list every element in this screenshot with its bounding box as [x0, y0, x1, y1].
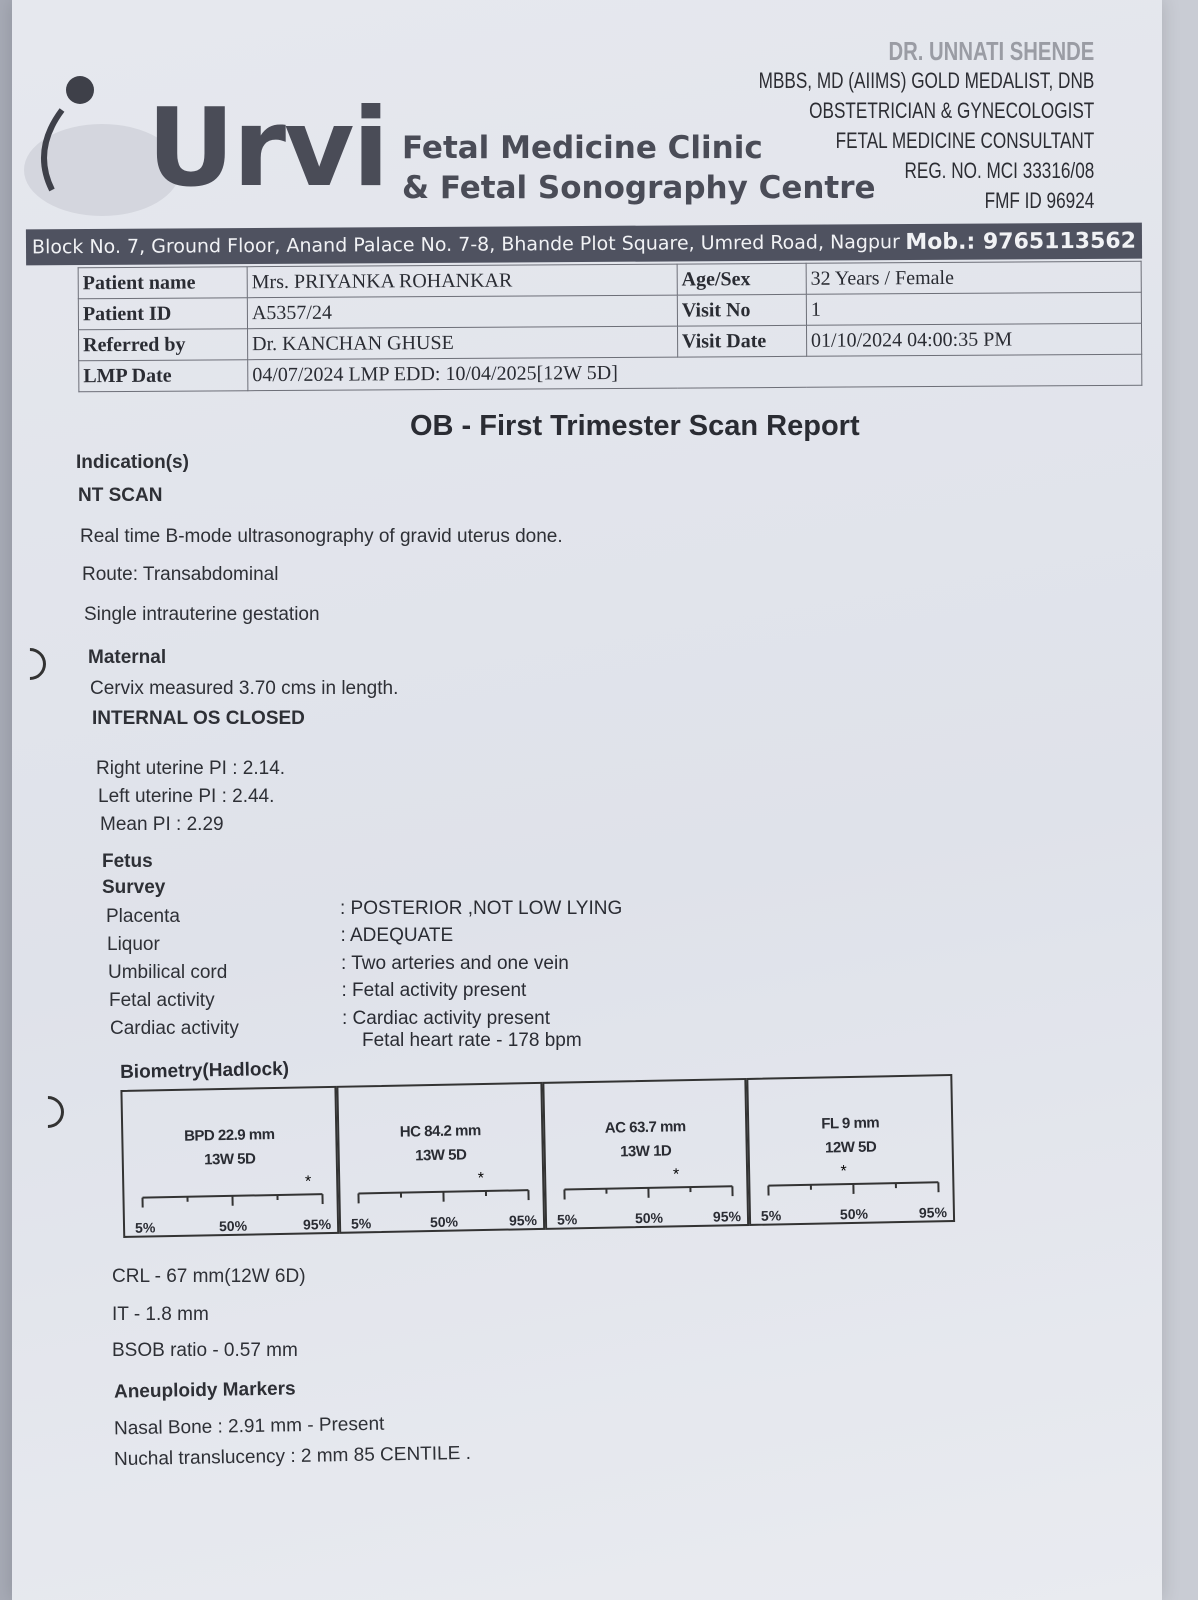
- internal-os: INTERNAL OS CLOSED: [92, 708, 305, 729]
- centile-label: 5%: [760, 1207, 782, 1224]
- centile-marker: *: [672, 1166, 680, 1184]
- visit-no-label: Visit No: [677, 294, 806, 326]
- patient-name-label: Patient name: [78, 267, 247, 299]
- clinic-address: Block No. 7, Ground Floor, Anand Palace No. 7-8, Bhande Plot Square, Umred Road, Nagpur: [31, 231, 900, 259]
- indication-heading: Indication(s): [76, 452, 189, 473]
- doctor-role-2: FETAL MEDICINE CONSULTANT: [835, 128, 1094, 153]
- report-page: [12, 0, 1162, 1600]
- clinic-mobile: Mob.: 9765113562: [905, 228, 1137, 255]
- centile-label: 5%: [350, 1215, 372, 1232]
- centile-label: 50%: [218, 1217, 248, 1235]
- survey-label: Placenta: [106, 906, 180, 927]
- survey-heading: Survey: [102, 877, 166, 898]
- doctor-name: DR. UNNATI SHENDE: [888, 36, 1094, 66]
- aneuploidy-heading: Aneuploidy Markers: [113, 1378, 296, 1403]
- clinic-line-2: & Fetal Sonography Centre: [402, 170, 876, 206]
- cervix-length: Cervix measured 3.70 cms in length.: [90, 678, 399, 699]
- visit-date: 01/10/2024 04:00:35 PM: [806, 323, 1141, 356]
- centile-scale: [750, 1162, 957, 1196]
- centile-label: 5%: [556, 1211, 578, 1228]
- mean-pi: Mean PI : 2.29: [100, 814, 224, 835]
- crl: CRL - 67 mm(12W 6D): [112, 1266, 306, 1287]
- biometry-measure: [123, 1122, 336, 1174]
- biometry-chart: [120, 1052, 953, 1248]
- address-bar: [26, 223, 1142, 266]
- nuchal-translucency: Nuchal translucency : 2 mm 85 CENTILE .: [113, 1442, 472, 1471]
- survey-label: Cardiac activity: [110, 1018, 239, 1039]
- clinic-line-1: Fetal Medicine Clinic: [402, 130, 763, 166]
- survey-label: Liquor: [107, 934, 160, 955]
- logo-text: Urvi: [147, 86, 388, 211]
- doctor-role-1: OBSTETRICIAN & GYNECOLOGIST: [808, 98, 1094, 123]
- centile-label: 95%: [918, 1204, 948, 1221]
- table-row: [79, 354, 1142, 391]
- doctor-reg: REG. NO. MCI 33316/08: [904, 158, 1094, 183]
- lmp-value: 04/07/2024 LMP EDD: 10/04/2025[12W 5D]: [248, 354, 1142, 390]
- age-label: Age/Sex: [677, 263, 806, 295]
- fetus-heading: Fetus: [102, 851, 153, 872]
- centile-label: 50%: [839, 1205, 869, 1223]
- biometry-heading: Biometry(Hadlock): [119, 1058, 290, 1083]
- biometry-value: HC 84.2 mm: [399, 1122, 481, 1141]
- visit-date-label: Visit Date: [677, 325, 806, 357]
- survey-label: Fetal activity: [109, 990, 215, 1011]
- survey-value: : POSTERIOR ,NOT LOW LYING: [340, 898, 623, 919]
- maternal-heading: Maternal: [88, 647, 167, 668]
- centile-label: 50%: [429, 1213, 459, 1231]
- centile-label: 95%: [508, 1212, 538, 1229]
- biometry-measure: [339, 1118, 542, 1170]
- fetal-heart-rate: Fetal heart rate - 178 bpm: [362, 1030, 582, 1051]
- centile-scale: [546, 1166, 751, 1200]
- biometry-cell: [746, 1074, 955, 1226]
- referred-by-label: Referred by: [79, 329, 248, 361]
- centile-scale: [124, 1174, 341, 1208]
- route: Route: Transabdominal: [82, 564, 279, 585]
- biometry-measure: [545, 1114, 746, 1166]
- it: IT - 1.8 mm: [112, 1304, 209, 1325]
- biometry-ga: 13W 5D: [414, 1146, 467, 1165]
- biometry-value: FL 9 mm: [821, 1114, 880, 1133]
- report-title: OB - First Trimester Scan Report: [410, 410, 860, 442]
- punch-hole-icon: [25, 1089, 70, 1134]
- centile-scale: [340, 1170, 547, 1204]
- visit-no: 1: [806, 292, 1141, 325]
- biometry-value: BPD 22.9 mm: [183, 1126, 275, 1145]
- biometry-ga: 13W 1D: [619, 1142, 672, 1161]
- centile-label: 95%: [712, 1208, 742, 1225]
- referred-by: Dr. KANCHAN GHUSE: [248, 326, 678, 360]
- patient-name: Mrs. PRIYANKA ROHANKAR: [247, 264, 677, 298]
- bsob-ratio: BSOB ratio - 0.57 mm: [112, 1340, 298, 1361]
- biometry-cell: [120, 1086, 339, 1238]
- centile-label: 5%: [134, 1219, 156, 1236]
- page-edge: [0, 0, 12, 1600]
- biometry-ga: 13W 5D: [204, 1150, 256, 1169]
- survey-value: : Cardiac activity present: [342, 1007, 551, 1029]
- doctor-details: [758, 36, 1094, 216]
- doctor-degree: MBBS, MD (AIIMS) GOLD MEDALIST, DNB: [758, 68, 1094, 93]
- survey-value: : ADEQUATE: [340, 925, 454, 947]
- patient-id-label: Patient ID: [78, 298, 247, 330]
- doctor-fmf: FMF ID 96924: [984, 188, 1094, 213]
- survey-value: : Two arteries and one vein: [341, 952, 569, 974]
- right-uterine-pi: Right uterine PI : 2.14.: [96, 758, 286, 779]
- patient-info-table: [78, 261, 1143, 392]
- centile-marker: *: [840, 1163, 847, 1181]
- scan-method: Real time B-mode ultrasonography of gravid uterus done.: [80, 526, 563, 547]
- gestation: Single intrauterine gestation: [84, 604, 320, 625]
- biometry-cell: [542, 1078, 749, 1230]
- punch-hole-icon: [7, 641, 52, 686]
- survey-label: Umbilical cord: [108, 962, 228, 983]
- centile-marker: *: [304, 1173, 312, 1191]
- survey-value: : Fetal activity present: [341, 980, 527, 1002]
- centile-label: 95%: [302, 1215, 332, 1233]
- lmp-label: LMP Date: [79, 360, 248, 392]
- centile-marker: *: [477, 1170, 485, 1188]
- biometry-value: AC 63.7 mm: [604, 1118, 686, 1137]
- biometry-measure: [749, 1110, 952, 1162]
- age-sex: 32 Years / Female: [806, 261, 1141, 294]
- biometry-cell: [336, 1082, 545, 1234]
- patient-id: A5357/24: [247, 295, 677, 329]
- indication-value: NT SCAN: [78, 485, 163, 506]
- biometry-ga: 12W 5D: [824, 1138, 877, 1157]
- centile-label: 50%: [634, 1209, 664, 1227]
- nasal-bone: Nasal Bone : 2.91 mm - Present: [113, 1413, 385, 1440]
- left-uterine-pi: Left uterine PI : 2.44.: [98, 786, 275, 807]
